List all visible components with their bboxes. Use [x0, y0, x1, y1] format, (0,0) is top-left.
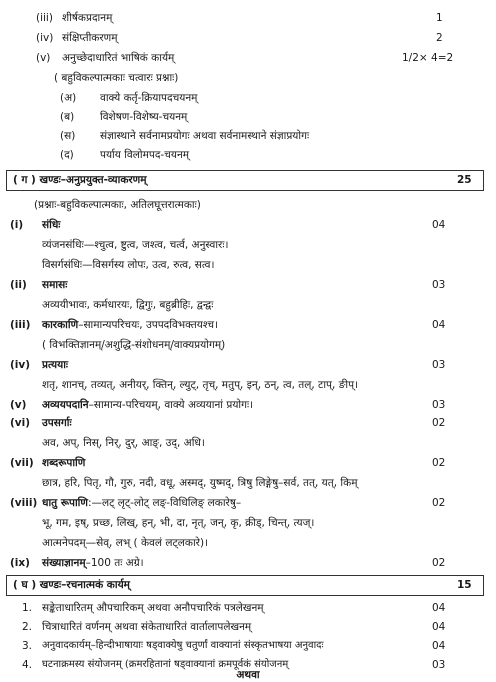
sub-note: ( बहुविकल्पात्मकाः चत्वारः प्रश्नाः) [54, 72, 179, 84]
section-note: (प्रश्नाः-बहुविकल्पात्मकाः, अतिलघूत्तरात्मकाः) [34, 199, 201, 211]
sub-item-label: (ब) [60, 111, 75, 123]
section-gh-header [6, 575, 484, 596]
writing-number: 3. [22, 640, 33, 652]
grammar-topic [0, 316, 496, 334]
topic-marks: 02 [432, 417, 446, 429]
section-title: ( घ ) खण्डः–रचनात्मकं कार्यम् [13, 579, 130, 591]
topic-number: (iv) [10, 359, 31, 371]
top-item [0, 9, 496, 27]
writing-number: 2. [22, 621, 33, 633]
writing-text: चित्राधारितं वर्णनम् अथवा संकेताधारितं वार्तालापलेखनम् [42, 621, 252, 633]
topic-marks: 02 [432, 557, 446, 569]
top-item [0, 49, 496, 67]
topic-detail: विसर्गसंधिः—विसर्गस्य लोपः, उत्व, रुत्व, सत्व। [42, 259, 215, 271]
topic-number: (vii) [10, 457, 34, 469]
topic-title: संख्याज्ञानम् [42, 557, 86, 569]
item-number: (iii) [36, 12, 53, 24]
grammar-topic [0, 356, 496, 374]
writing-marks: 04 [432, 602, 446, 614]
grammar-topic [0, 396, 496, 414]
sub-item-text: वाक्ये कर्तृ-क्रियापदचयनम् [100, 92, 198, 104]
grammar-topic [0, 216, 496, 234]
item-text: अनुच्छेदाधारितं भाषिकं कार्यम् [62, 52, 175, 64]
sub-item-text: विशेषण-विशेष्य-चयनम् [100, 111, 188, 123]
topic-detail: व्यंजनसंधिः—श्चुत्व, ष्टुत्व, जश्त्व, चर्त्व, अनुस्वारः। [42, 239, 229, 251]
topic-detail: आत्मनेपदम्—सेव्, लभ् ( केवलं लट्लकारे)। [42, 537, 209, 549]
topic-title-rest: –सामान्य-परिचयम्, वाक्ये अव्ययानां प्रयोगः। [88, 399, 254, 411]
grammar-topic [0, 414, 496, 432]
writing-item [0, 637, 496, 655]
writing-number: 4. [22, 659, 33, 671]
topic-title: उपसर्गाः [42, 417, 72, 429]
writing-item [0, 618, 496, 636]
writing-marks: 04 [432, 621, 446, 633]
topic-detail: भू, गम, इष्, प्रच्छ, लिख्, हन्, भी, दा, नृत्, जन्, कृ, क्रीड्, चिन्त्, त्यज्। [42, 517, 315, 529]
writing-marks: 04 [432, 640, 446, 652]
topic-detail: ( विभक्तिज्ञानम्/अशुद्धि-संशोधनम्/वाक्यप्रयोगम्) [42, 339, 226, 351]
sub-item [0, 108, 496, 126]
item-marks: 2 [436, 32, 443, 44]
writing-marks: 03 [432, 659, 446, 671]
topic-detail: अव, अप्, निस्, निर्, दुर्, आङ्, उद्, अधि। [42, 437, 205, 449]
topic-number: (ix) [10, 557, 30, 569]
topic-title: धातु रूपाणि [42, 497, 88, 509]
topic-title: संधिः [42, 219, 61, 231]
writing-number: 1. [22, 602, 33, 614]
sub-item-label: (द) [60, 149, 74, 161]
sub-item [0, 146, 496, 164]
topic-marks: 03 [432, 359, 446, 371]
item-text: शीर्षकप्रदानम् [62, 12, 113, 24]
topic-marks: 04 [432, 219, 446, 231]
item-text: संक्षिप्तीकरणम् [62, 32, 118, 44]
topic-title: समासः [42, 279, 68, 291]
footer-or: अथवा [236, 669, 260, 681]
top-item [0, 29, 496, 47]
topic-title-rest: –सामान्यपरिचयः, उपपदविभक्तयश्च। [78, 319, 218, 331]
writing-text: घटनाक्रमस्य संयोजनम् (क्रमरहितानां षड्वाक्यानां क्रमपूर्वकं संयोजनम् [42, 659, 289, 670]
writing-text: सङ्केताधारितम् औपचारिकम् अथवा अनौपचारिकं पत्रलेखनम् [42, 602, 264, 614]
topic-marks: 03 [432, 279, 446, 291]
sub-item [0, 89, 496, 107]
section-g-header [6, 170, 484, 191]
topic-marks: 03 [432, 399, 446, 411]
topic-title: शब्दरूपाणि [42, 457, 86, 469]
section-marks: 15 [457, 579, 472, 591]
grammar-topic [0, 494, 496, 512]
topic-marks: 04 [432, 319, 446, 331]
topic-detail: शतृ, शानच्, तव्यत्, अनीयर्, क्तिन्, ल्युट्, तृच्, मतुप्, इन्, ठन्, त्व, तल्, टाप्, ङीप्। [42, 379, 359, 391]
topic-title: कारकाणि [42, 319, 79, 331]
grammar-topic [0, 454, 496, 472]
grammar-topic [0, 276, 496, 294]
item-marks: 1/2× 4=2 [402, 52, 454, 64]
topic-title: प्रत्ययाः [42, 359, 69, 371]
topic-number: (i) [10, 219, 24, 231]
topic-number: (v) [10, 399, 27, 411]
topic-detail: अव्ययीभावः, कर्मधारयः, द्विगुः, बहुब्रीहिः, द्वन्द्वः [42, 299, 214, 311]
writing-item [0, 599, 496, 617]
section-title: ( ग ) खण्डः–अनुप्रयुक्त-व्याकरणम् [13, 174, 147, 186]
topic-number: (ii) [10, 279, 27, 291]
sub-item [0, 127, 496, 145]
topic-detail: छात्र, हरि, पितृ, गौ, गुरु, नदी, वधू, अस्मद्, युष्मद्, त्रिषु लिङ्गेषु–सर्व, तत्, यत्, किम् [42, 477, 358, 489]
sub-item-label: (स) [60, 130, 76, 142]
topic-marks: 02 [432, 497, 446, 509]
sub-item-text: पर्याय विलोमपद-चयनम् [100, 149, 190, 161]
writing-text: अनुवादकार्यम्–हिन्दीभाषायाः षड्वाक्येषु चतुर्णां वाक्यानां संस्कृतभाषया अनुवादः [42, 640, 324, 651]
grammar-topic [0, 554, 496, 572]
item-number: (v) [36, 52, 51, 64]
topic-marks: 02 [432, 457, 446, 469]
topic-number: (viii) [10, 497, 38, 509]
section-marks: 25 [457, 174, 472, 186]
topic-title-rest: –100 तः अग्रे। [85, 557, 144, 569]
sub-item-label: (अ) [60, 92, 77, 104]
topic-number: (vi) [10, 417, 31, 429]
item-marks: 1 [436, 12, 443, 24]
item-number: (iv) [36, 32, 54, 44]
topic-title-rest: :—लट् लृट्-लोट् लङ्-विधिलिङ् लकारेषु– [87, 497, 242, 509]
sub-item-text: संज्ञास्थाने सर्वनामप्रयोगः अथवा सर्वनामस्थाने संज्ञाप्रयोगः [100, 130, 310, 142]
topic-number: (iii) [10, 319, 31, 331]
topic-title: अव्ययपदानि [42, 399, 89, 411]
